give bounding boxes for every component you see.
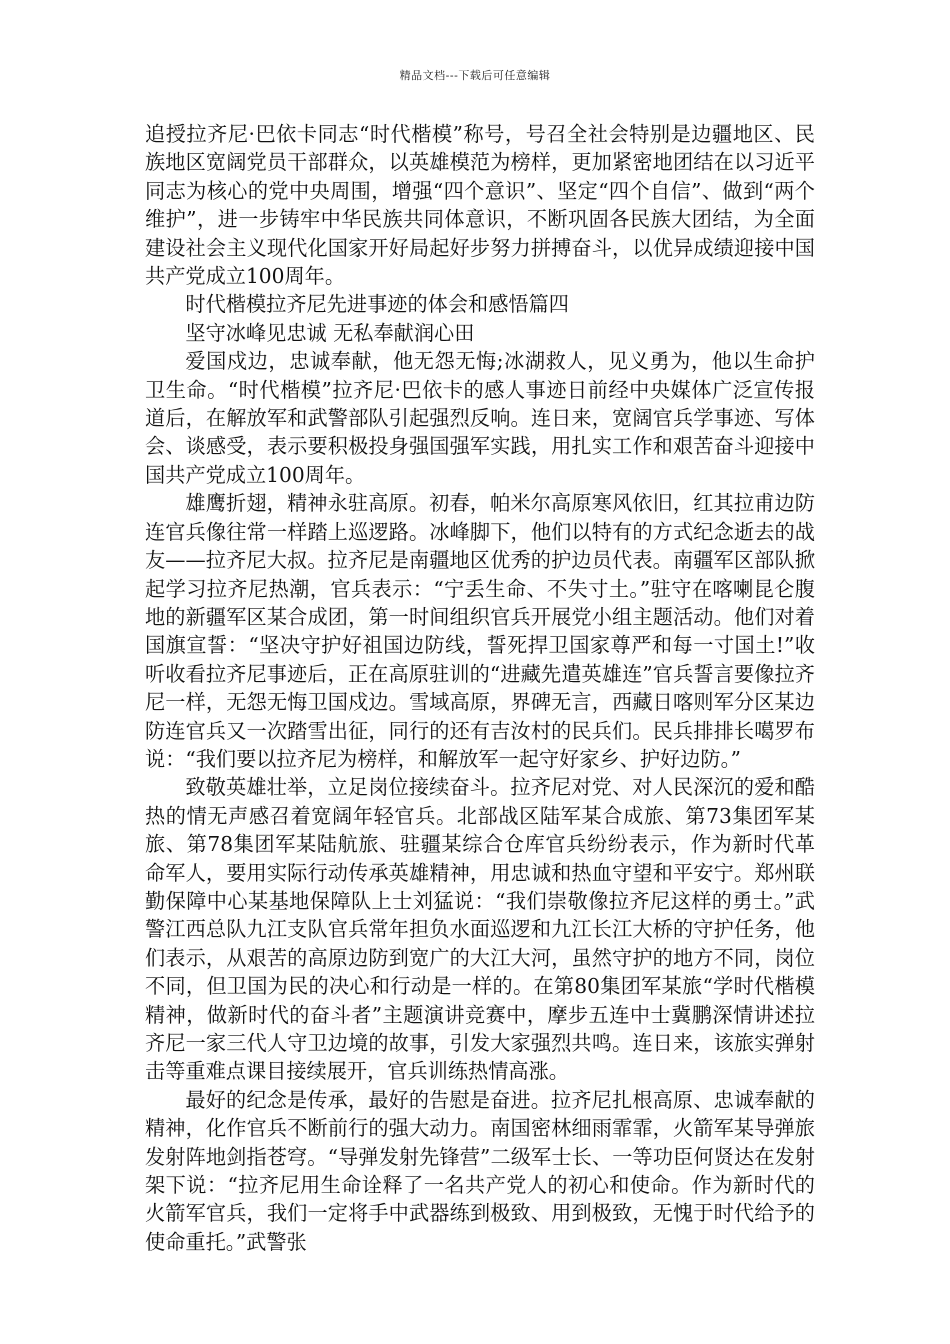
page-header: 精品文档---下载后可任意编辑 — [399, 69, 551, 82]
paragraph: 最好的纪念是传承，最好的告慰是奋进。拉齐尼扎根高原、忠诚奉献的精神，化作官兵不断前行的强大动力。南国密林细雨霏霏，火箭军某导弹旅发射阵地剑指苍穹。“导弹发射先锋营”二级军士长、一等功臣何贤达在发射架下说：“拉齐尼用生命诠释了一名共产党人的初心和使命。作为新时代的火箭军官兵，我们一定将手中武器练到极致、用到极致，无愧于时代给予的使命重托。”武警张 — [145, 1087, 815, 1254]
section-heading: 时代楷模拉齐尼先进事迹的体会和感悟篇四 — [185, 292, 569, 317]
paragraph: 雄鹰折翅，精神永驻高原。初春，帕米尔高原寒风依旧，红其拉甫边防连官兵像往常一样踏上巡逻路。冰峰脚下，他们以特有的方式纪念逝去的战友——拉齐尼大叔。拉齐尼是南疆地区优秀的护边员代表。南疆军区部队掀起学习拉齐尼热潮，官兵表示：“宁丢生命、不失寸土。”驻守在喀喇昆仑腹地的新疆军区某合成团，第一时间组织官兵开展党小组主题活动。他们对着国旗宣誓：“坚决守护好祖国边防线，誓死捍卫国家尊严和每一寸国土!”收听收看拉齐尼事迹后，正在高原驻训的“进藏先遣英雄连”官兵誓言要像拉齐尼一样，无怨无悔卫国戍边。雪域高原，界碑无言，西藏日喀则军分区某边防连官兵又一次踏雪出征，同行的还有吉汝村的民兵们。民兵排排长噶罗布说：“我们要以拉齐尼为榜样，和解放军一起守好家乡、护好边防。” — [145, 491, 815, 771]
document-body — [145, 120, 815, 1256]
paragraph: 爱国戍边，忠诚奉献，他无怨无悔;冰湖救人，见义勇为，他以生命护卫生命。“时代楷模”拉齐尼·巴依卡的感人事迹日前经中央媒体广泛宣传报道后，在解放军和武警部队引起强烈反响。连日来，宽阔官兵学事迹、写体会、谈感受，表示要积极投身强国强军实践，用扎实工作和艰苦奋斗迎接中国共产党成立100周年。 — [145, 349, 815, 487]
paragraph-continuation: 追授拉齐尼·巴依卡同志“时代楷模”称号，号召全社会特别是边疆地区、民族地区宽阔党员干部群众，以英雄模范为榜样，更加紧密地团结在以习近平同志为核心的党中央周围，增强“四个意识”、坚定“四个自信”、做到“两个维护”，进一步铸牢中华民族共同体意识，不断巩固各民族大团结，为全面建设社会主义现代化国家开好局起好步努力拼搏奋斗，以优异成绩迎接中国共产党成立100周年。 — [145, 122, 815, 289]
section-subtitle: 坚守冰峰见忠诚 无私奉献润心田 — [185, 320, 475, 345]
paragraph: 致敬英雄壮举，立足岗位接续奋斗。拉齐尼对党、对人民深沉的爱和酷热的情无声感召着宽阔年轻官兵。北部战区陆军某合成旅、第73集团军某旅、第78集团军某陆航旅、驻疆某综合仓库官兵纷纷表示，作为新时代革命军人，要用实际行动传承英雄精神，用忠诚和热血守望和平安宁。郑州联勤保障中心某基地保障队上士刘猛说：“我们崇敬像拉齐尼这样的勇士。”武警江西总队九江支队官兵常年担负水面巡逻和九江长江大桥的守护任务，他们表示，从艰苦的高原边防到宽广的大江大河，虽然守护的地方不同，岗位不同，但卫国为民的决心和行动是一样的。在第80集团军某旅“学时代楷模精神，做新时代的奋斗者”主题演讲竞赛中，摩步五连中士冀鹏深情讲述拉齐尼一家三代人守卫边境的故事，引发大家强烈共鸣。连日来，该旅实弹射击等重难点课目接续展开，官兵训练热情高涨。 — [145, 775, 815, 1084]
